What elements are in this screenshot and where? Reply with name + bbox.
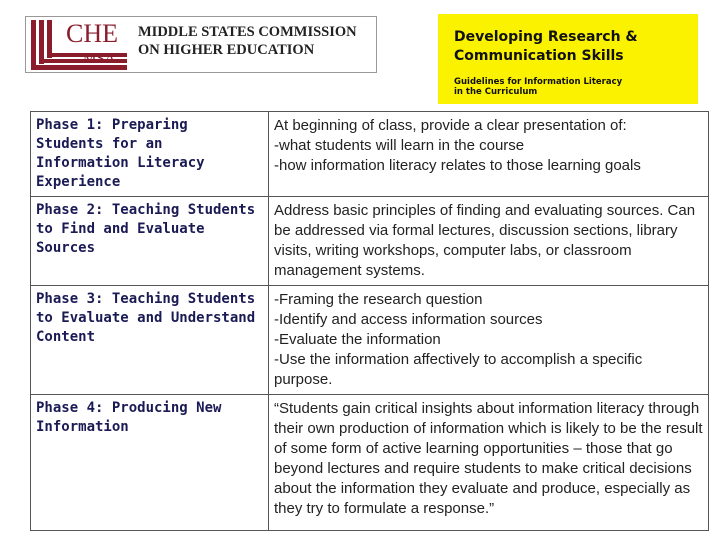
banner-subtitle-line-2: in the Curriculum <box>454 87 538 97</box>
table-row <box>31 395 709 531</box>
msche-header <box>25 16 377 73</box>
org-name-line-1: MIDDLE STATES COMMISSION <box>138 24 357 40</box>
logo-msa-text: MSA <box>83 51 116 67</box>
phase-1-label: Phase 1: Preparing Students for an Information Literacy Experience <box>31 112 269 197</box>
phases-table <box>30 111 709 531</box>
phase-2-label: Phase 2: Teaching Students to Find and Evaluate Sources <box>31 197 269 286</box>
table-row <box>31 112 709 197</box>
banner-title-line-1: Developing Research & <box>454 29 638 45</box>
description-line: -Evaluate the information <box>274 331 441 348</box>
phase-4-label: Phase 4: Producing New Information <box>31 395 269 531</box>
org-name <box>138 23 357 59</box>
phase-1-description <box>269 112 709 197</box>
logo-che-text: CHE <box>66 19 118 48</box>
banner-subtitle-line-1: Guidelines for Information Literacy <box>454 77 623 87</box>
description-line: -what students will learn in the course <box>274 137 525 154</box>
description-line: -Framing the research question <box>274 291 483 308</box>
phase-2-description: Address basic principles of finding and evaluating sources. Can be addressed via formal lectures, discussion sections, library visits, writing workshops, computer labs, or classroom management systems. <box>269 197 709 286</box>
table-row <box>31 197 709 286</box>
table-row <box>31 286 709 395</box>
banner-title-line-2: Communication Skills <box>454 48 624 64</box>
description-line: -Use the information affectively to accomplish a specific purpose. <box>274 351 643 388</box>
phase-4-description: “Students gain critical insights about information literacy through their own production of information which is likely to be the result of some form of active learning opportunities – those that go beyond lectures and require students to make critical decisions about the information they evaluate and produce, especially as they try to formulate a response.” <box>269 395 709 531</box>
banner-subtitle <box>454 77 622 97</box>
phase-3-label: Phase 3: Teaching Students to Evaluate and Understand Content <box>31 286 269 395</box>
phase-3-description <box>269 286 709 395</box>
description-line: -how information literacy relates to those learning goals <box>274 157 641 174</box>
description-line: -Identify and access information sources <box>274 311 543 328</box>
org-name-line-2: ON HIGHER EDUCATION <box>138 42 315 58</box>
guidelines-banner <box>438 14 698 104</box>
description-line: At beginning of class, provide a clear presentation of: <box>274 117 627 134</box>
banner-title <box>454 28 638 66</box>
